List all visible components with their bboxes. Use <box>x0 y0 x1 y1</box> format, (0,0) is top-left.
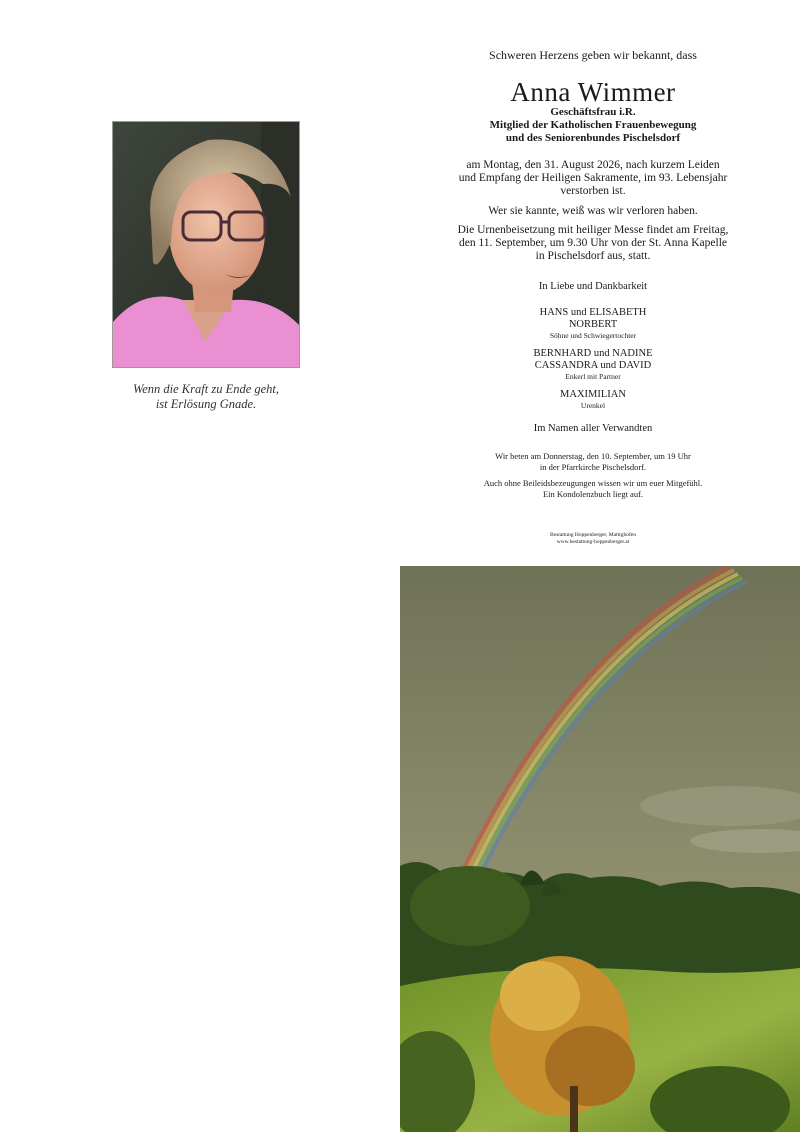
funeral-info <box>430 224 756 263</box>
family-group <box>430 307 756 340</box>
notice-line: am Montag, den 31. August 2026, nach kurzem Leiden <box>466 159 720 171</box>
prayer-line: Wir beten am Donnerstag, den 10. September, um 19 Uhr <box>495 451 691 461</box>
family-relation: Söhne und Schwiegertochter <box>549 331 637 340</box>
death-notice <box>430 159 756 198</box>
prayer-line: in der Pfarrkirche Pischelsdorf. <box>539 462 647 472</box>
prayer-info <box>430 451 756 473</box>
portrait-photo <box>112 121 300 368</box>
closing-line: In Liebe und Dankbarkeit <box>538 281 648 292</box>
undertaker-name: Bestattung Hoppenberger, Mattighofen <box>550 532 636 538</box>
deceased-titles <box>430 106 756 145</box>
family-group <box>430 348 756 381</box>
condolences-line: Ein Kondolenzbuch liegt auf. <box>542 489 644 499</box>
funeral-line: den 11. September, um 9.30 Uhr von der St. Anna Kapelle <box>458 237 728 249</box>
memorial-quote <box>100 382 312 412</box>
family-names: CASSANDRA und DAVID <box>534 360 652 371</box>
family-names: NORBERT <box>568 319 618 330</box>
saying: Wer sie kannte, weiß was wir verloren haben. <box>488 205 698 217</box>
notice-line: und Empfang der Heiligen Sakramente, im 93. Lebensjahr <box>458 172 728 184</box>
title-line: Mitglied der Katholischen Frauenbewegung <box>489 119 697 131</box>
funeral-line: Die Urnenbeisetzung mit heiliger Messe findet am Freitag, <box>457 224 729 236</box>
family-names: MAXIMILIAN <box>560 389 626 400</box>
condolences-line: Auch ohne Beileidsbezeugungen wissen wir um euer Mitgefühl. <box>483 478 703 488</box>
family-relation: Urenkel <box>580 401 606 410</box>
funeral-line: in Pischelsdorf aus, statt. <box>535 250 651 262</box>
undertaker-info <box>430 532 756 546</box>
family-relation: Enkerl mit Partner <box>565 372 621 381</box>
quote-line: Wenn die Kraft zu Ende geht, <box>132 382 280 396</box>
quote-line: ist Erlösung Gnade. <box>155 397 257 411</box>
rainbow-landscape-photo <box>400 566 800 1132</box>
deceased-name: Anna Wimmer <box>510 77 676 107</box>
undertaker-website: www.bestattung-hoppenberger.at <box>556 539 630 545</box>
title-line: Geschäftsfrau i.R. <box>550 106 636 118</box>
condolences-info <box>430 478 756 500</box>
family-names: HANS und ELISABETH <box>539 307 647 318</box>
intro-line: Schweren Herzens geben wir bekannt, dass <box>489 48 697 62</box>
relatives-line: Im Namen aller Verwandten <box>533 423 653 434</box>
family-group <box>430 389 756 410</box>
notice-line: verstorben ist. <box>560 185 626 197</box>
family-names: BERNHARD und NADINE <box>533 348 653 359</box>
title-line: und des Seniorenbundes Pischelsdorf <box>505 132 681 144</box>
